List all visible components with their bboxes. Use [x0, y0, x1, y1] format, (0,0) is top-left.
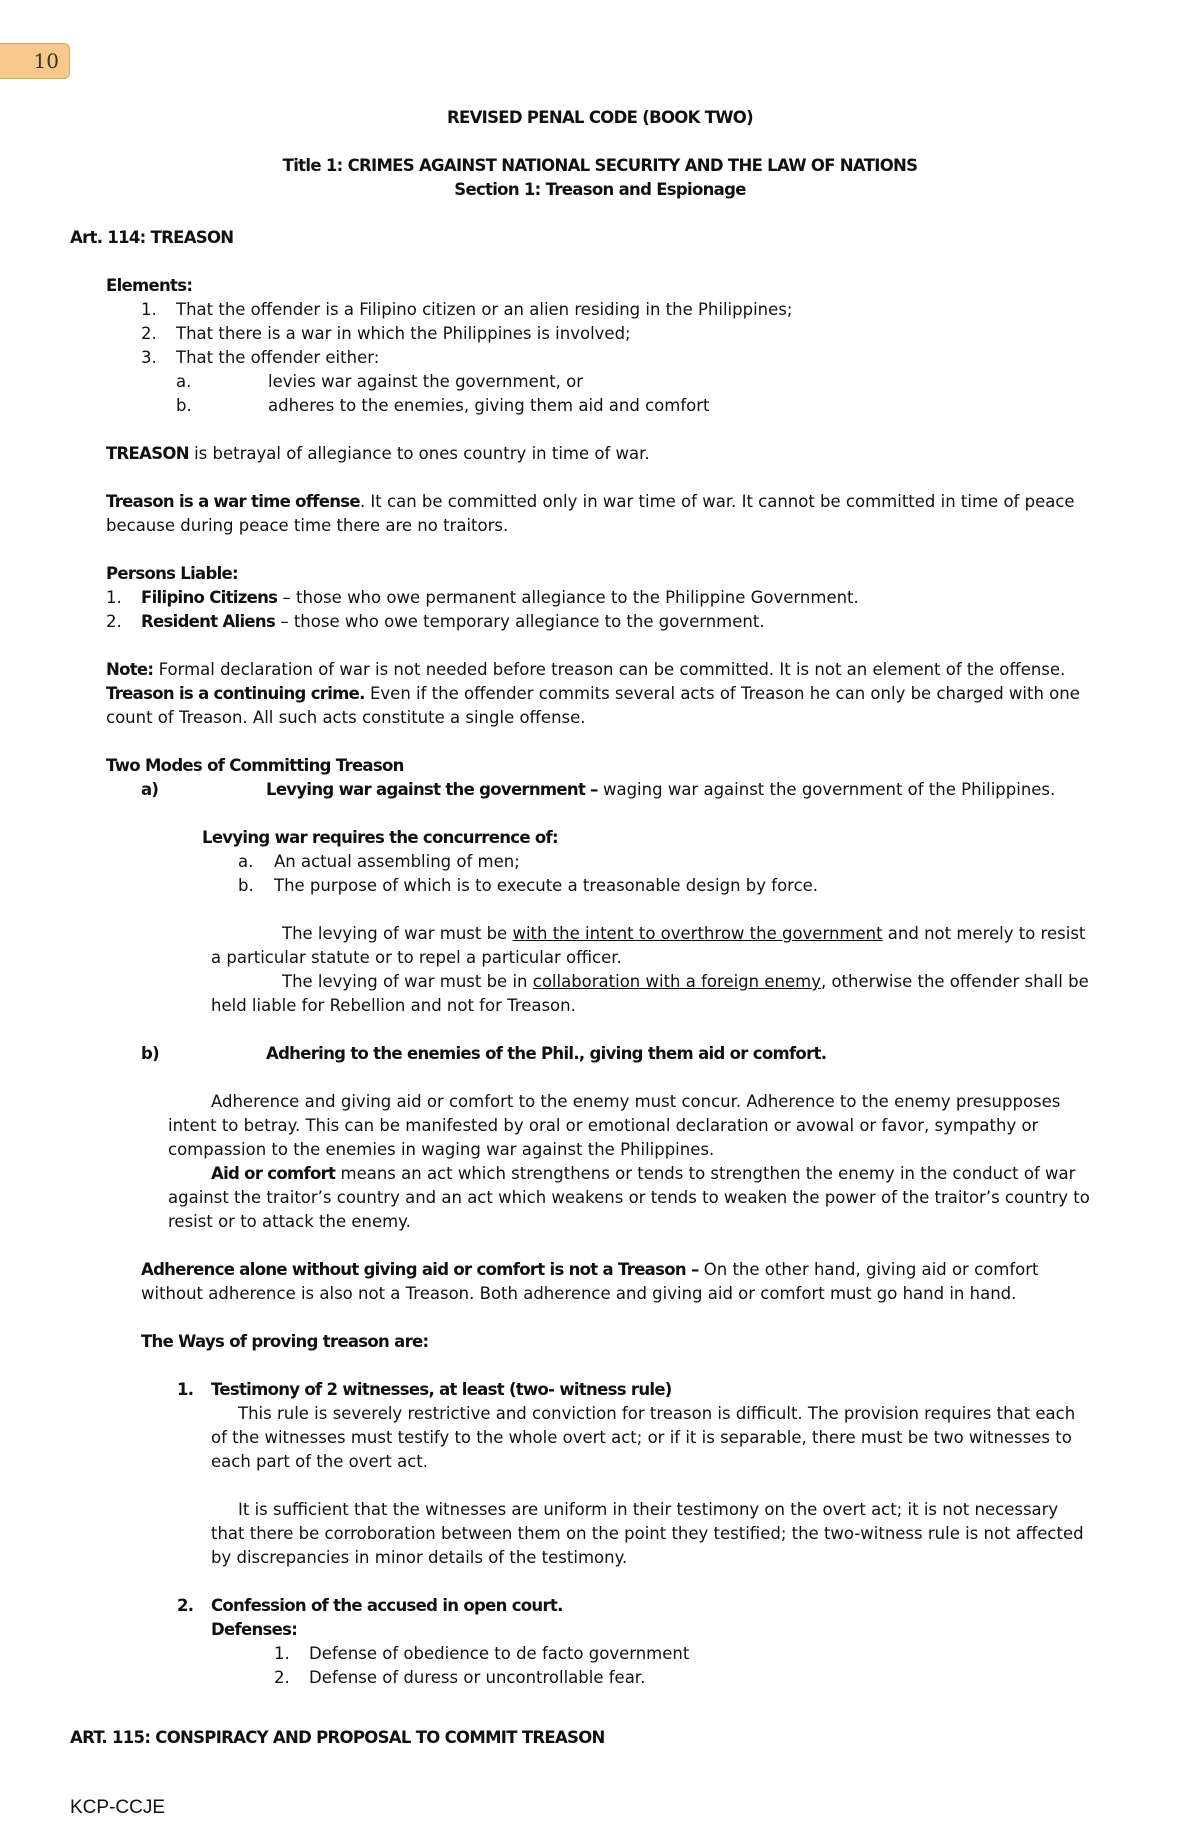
section-line: Section 1: Treason and Espionage [454, 180, 746, 199]
adherence-alone-line-1 [141, 1258, 1038, 1282]
text-run: , otherwise the offender shall be [820, 972, 1089, 991]
adherence-line-1: Adherence and giving aid or comfort to the enemy must concur. Adherence to the enemy presupposes [211, 1092, 1061, 1111]
continuing-line: Even if the offender commits several acts of Treason he can only be charged with one [364, 684, 1080, 703]
text-run: The levying of war must be in [282, 972, 533, 991]
ways-of-proving-label: The Ways of proving treason are: [141, 1332, 429, 1351]
defense-item: Defense of duress or uncontrollable fear. [309, 1668, 646, 1687]
defenses-label: Defenses: [211, 1620, 298, 1639]
levy-item-text: An actual assembling of men; [274, 852, 520, 871]
levy-paragraph-2-line-2: held liable for Rebellion and not for Treason. [211, 996, 576, 1015]
wartime-line: . It can be committed only in war time of war. It cannot be committed in time of peace [359, 492, 1075, 511]
person-item-number: 2. [106, 612, 122, 631]
aid-comfort-line-1 [211, 1162, 1075, 1186]
way-1-p1-line-1: This rule is severely restrictive and conviction for treason is difficult. The provision requires that each [238, 1404, 1076, 1423]
sub-item-letter: a. [176, 372, 192, 391]
list-item-text: That the offender either: [176, 348, 380, 367]
wartime-bold: Treason is a war time offense [106, 492, 360, 511]
underlined-text: with the intent to overthrow the government [512, 924, 883, 943]
article-115-heading: ART. 115: CONSPIRACY AND PROPOSAL TO COMMIT TREASON [70, 1728, 605, 1747]
title-line: Title 1: CRIMES AGAINST NATIONAL SECURITY AND THE LAW OF NATIONS [282, 156, 918, 175]
adherence-line-3: compassion to the enemies in waging war against the Philippines. [168, 1140, 715, 1159]
article-114-heading: Art. 114: TREASON [70, 228, 234, 247]
wartime-paragraph [106, 490, 1136, 514]
way-1-p2-line-2: that there be corroboration between them on the point they testified; the two-witness rule is not affected [211, 1524, 1084, 1543]
levy-paragraph-1 [282, 922, 1085, 946]
item-number: 3. [141, 348, 157, 367]
levy-requires-label: Levying war requires the concurrence of: [202, 828, 558, 847]
list-item-text: That the offender is a Filipino citizen or an alien residing in the Philippines; [176, 300, 793, 319]
levy-paragraph-1-line-2: a particular statute or to repel a particular officer. [211, 948, 622, 967]
aid-comfort-line-2: against the traitor’s country and an act which weakens or tends to weaken the power of the traitor’s country to [168, 1188, 1090, 1207]
persons-liable-label: Persons Liable: [106, 564, 238, 583]
wartime-line-2: because during peace time there are no traitors. [106, 516, 509, 535]
person-text: – those who owe permanent allegiance to the Philippine Government. [277, 588, 859, 607]
way-1-p2-line-3: by discrepancies in minor details of the testimony. [211, 1548, 628, 1567]
text-run: The levying of war must be [282, 924, 513, 943]
mode-a [266, 778, 1055, 802]
levy-item-letter: a. [238, 852, 254, 871]
modes-label: Two Modes of Committing Treason [106, 756, 404, 775]
way-1-title: Testimony of 2 witnesses, at least (two- witness rule) [211, 1380, 672, 1399]
text-run: and not merely to resist [882, 924, 1086, 943]
sub-item-text: levies war against the government, or [268, 372, 584, 391]
elements-label: Elements: [106, 276, 193, 295]
underlined-text: collaboration with a foreign enemy [532, 972, 821, 991]
aid-comfort-line-3: resist or to attack the enemy. [168, 1212, 411, 1231]
sub-item-letter: b. [176, 396, 192, 415]
defense-number: 2. [274, 1668, 290, 1687]
treason-definition [106, 442, 650, 466]
list-item [141, 322, 157, 346]
page-number-tab: 10 [0, 43, 70, 79]
defense-number: 1. [274, 1644, 290, 1663]
levy-item-letter: b. [238, 876, 254, 895]
item-number: 1. [141, 300, 157, 319]
list-item-text: That there is a war in which the Philippines is involved; [176, 324, 631, 343]
person-term: Resident Aliens [141, 612, 276, 631]
item-number: 2. [141, 324, 157, 343]
document-title: REVISED PENAL CODE (BOOK TWO) [447, 108, 753, 127]
list-item [141, 298, 157, 322]
person-term: Filipino Citizens [141, 588, 278, 607]
adherence-alone-bold: Adherence alone without giving aid or comfort is not a Treason – [141, 1260, 699, 1279]
continuing-bold: Treason is a continuing crime. [106, 684, 365, 703]
list-item [141, 346, 157, 370]
way-1-number: 1. [177, 1380, 194, 1399]
way-1-p2-line-1: It is sufficient that the witnesses are uniform in their testimony on the overt act; it is not necessary [238, 1500, 1059, 1519]
text-run: On the other hand, giving aid or comfort [698, 1260, 1039, 1279]
continuing-line-2: count of Treason. All such acts constitute a single offense. [106, 708, 586, 727]
sub-item-text: adheres to the enemies, giving them aid and comfort [268, 396, 710, 415]
way-1-p1-line-2: of the witnesses must testify to the whole overt act; or if it is separable, there must be two witnesses to [211, 1428, 1072, 1447]
way-2-number: 2. [177, 1596, 194, 1615]
person-item [141, 586, 859, 610]
definition-text: is betrayal of allegiance to ones country in time of war. [188, 444, 650, 463]
levy-paragraph-2 [282, 970, 1089, 994]
text-run: means an act which strengthens or tends to strengthen the enemy in the conduct of war [335, 1164, 1076, 1183]
mode-a-text: waging war against the government of the Philippines. [597, 780, 1056, 799]
adherence-alone-line-2: without adherence is also not a Treason. Both adherence and giving aid or comfort must go hand in hand. [141, 1284, 1017, 1303]
definition-term: TREASON [106, 444, 189, 463]
note-text: Formal declaration of war is not needed before treason can be committed. It is not an element of the offense. [153, 660, 1066, 679]
mode-b-title: Adhering to the enemies of the Phil., giving them aid or comfort. [266, 1044, 827, 1063]
continuing-crime-paragraph [106, 682, 1080, 706]
note-label: Note: [106, 660, 154, 679]
adherence-line-2: intent to betray. This can be manifested by oral or emotional declaration or avowal or favor, sympathy or [168, 1116, 1039, 1135]
note-paragraph [106, 658, 1065, 682]
levy-item-text: The purpose of which is to execute a treasonable design by force. [274, 876, 819, 895]
footer-text: KCP-CCJE [70, 1797, 166, 1818]
person-item-number: 1. [106, 588, 122, 607]
defense-item: Defense of obedience to de facto government [309, 1644, 690, 1663]
mode-a-bold: Levying war against the government – [266, 780, 598, 799]
mode-b-letter: b) [141, 1044, 159, 1063]
aid-comfort-bold: Aid or comfort [211, 1164, 336, 1183]
person-item [141, 610, 765, 634]
mode-a-letter: a) [141, 780, 159, 799]
way-2-title: Confession of the accused in open court. [211, 1596, 563, 1615]
person-text: – those who owe temporary allegiance to the government. [275, 612, 765, 631]
way-1-p1-line-3: each part of the overt act. [211, 1452, 428, 1471]
